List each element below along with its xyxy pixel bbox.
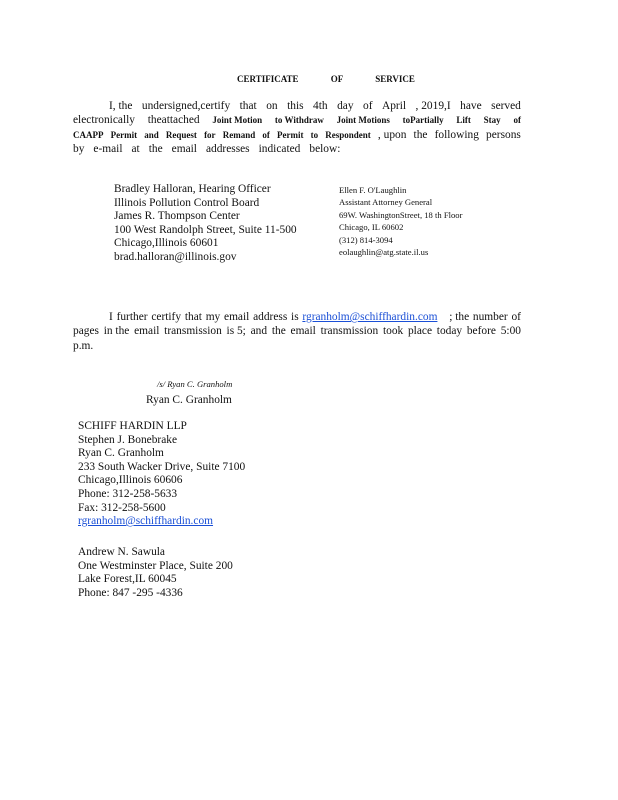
email-link[interactable]: rgranholm@schiffhardin.com [302, 311, 438, 323]
word: the [271, 325, 286, 338]
word: transmission [164, 325, 222, 338]
word: , upon [377, 128, 407, 141]
word: 4th [313, 100, 328, 112]
word: have [460, 100, 482, 112]
recipient-city: Chicago,Illinois 60601 [114, 237, 219, 250]
word: 5:00 [500, 325, 521, 338]
document-name-word: for [204, 129, 216, 140]
signer-name: Ryan C. Granholm [146, 394, 232, 406]
word: day [337, 100, 354, 112]
word: today [436, 325, 463, 338]
word: e-mail [93, 143, 123, 156]
word: number [472, 311, 508, 323]
word: in the [103, 325, 130, 338]
document-name-word: CAAPP [73, 129, 104, 140]
electronic-signature: /s/ Ryan C. Granholm [157, 379, 233, 389]
word: theattached [147, 114, 200, 127]
word: of [511, 311, 521, 323]
firm-signature-block [78, 420, 245, 529]
word: below: [309, 143, 341, 156]
attorney-name: Andrew N. Sawula [78, 546, 165, 558]
word: took [382, 325, 404, 338]
recipient-city: Chicago, IL 60602 [339, 222, 404, 233]
firm-address-line: 233 South Wacker Drive, Suite 7100 [78, 460, 246, 473]
paragraph-line [73, 310, 521, 324]
word: April [382, 100, 407, 112]
document-name-word: Request [165, 129, 197, 140]
counsel-city: Lake Forest,IL 60045 [78, 573, 177, 586]
document-title: CERTIFICATE OF SERVICE [237, 74, 415, 84]
word: that [184, 311, 202, 323]
word: the [413, 128, 428, 141]
word: by [73, 143, 85, 156]
word: and [250, 325, 268, 338]
word: pages [73, 325, 99, 338]
paragraph-line [73, 142, 521, 156]
recipient-org: Illinois Pollution Control Board [114, 196, 260, 209]
attorney-name: Stephen J. Bonebrake [78, 433, 178, 446]
word: ; the [449, 311, 470, 323]
paragraph-line [73, 128, 521, 142]
document-name-word: and [144, 129, 159, 140]
firm-email-link[interactable]: rgranholm@schiffhardin.com [78, 515, 214, 528]
recipient-address-line: James R. Thompson Center [114, 210, 240, 223]
word: at [131, 143, 140, 156]
word: certify [151, 311, 182, 323]
document-name-word: Joint Motions [336, 115, 390, 126]
document-name-word: of [262, 129, 270, 140]
word: undersigned,certify [141, 100, 231, 112]
recipient-hearing-officer [114, 183, 297, 265]
recipient-address-line: 69W. WashingtonStreet, 18 th Floor [339, 209, 463, 220]
firm-name: SCHIFF HARDIN LLP [78, 420, 187, 432]
email-certification-paragraph [73, 310, 521, 353]
word: following [434, 128, 479, 141]
recipient-assistant-attorney-general [339, 184, 462, 258]
paragraph-line [73, 99, 521, 113]
document-name-word: Joint Motion [212, 115, 263, 126]
counsel-phone: Phone: 847 -295 -4336 [78, 586, 183, 599]
word: email [171, 143, 197, 156]
word: place [407, 325, 433, 338]
recipient-address-line: 100 West Randolph Street, Suite 11-500 [114, 223, 297, 236]
recipient-name: Bradley Halloran, Hearing Officer [114, 183, 271, 195]
recipient-name: Ellen F. O'Laughlin [339, 185, 407, 195]
document-name-word: Remand [222, 129, 256, 140]
word: this [287, 100, 304, 112]
word: the [148, 143, 163, 156]
word: transmission [320, 325, 379, 338]
word: of [363, 100, 373, 112]
word: , 2019,I [415, 100, 451, 112]
word: is 5; [226, 325, 246, 338]
paragraph-line [73, 113, 521, 127]
attorney-name: Ryan C. Granholm [78, 447, 164, 460]
counsel-address-line: One Westminster Place, Suite 200 [78, 559, 233, 572]
word: electronically [73, 114, 135, 127]
second-counsel-block [78, 546, 233, 600]
word: I [109, 311, 113, 323]
paragraph-line [73, 324, 521, 338]
word: address [253, 311, 288, 323]
word: indicated [258, 143, 301, 156]
document-name-word: Permit [277, 129, 304, 140]
document-name-word: of [513, 115, 521, 126]
word: email [290, 325, 316, 338]
document-name-word: to Withdraw [274, 115, 324, 126]
word: is [291, 311, 299, 323]
word: addresses [205, 143, 250, 156]
service-paragraph [73, 99, 521, 157]
word: on [266, 100, 278, 112]
paragraph-line: p.m. [73, 339, 94, 352]
firm-fax: Fax: 312-258-5600 [78, 501, 166, 514]
recipient-phone: (312) 814-3094 [339, 234, 393, 245]
document-name-word: Lift [456, 115, 471, 126]
word: email [224, 311, 250, 323]
firm-city: Chicago,Illinois 60606 [78, 474, 183, 487]
document-name-word: to [310, 129, 319, 140]
word: email [134, 325, 160, 338]
word: I, the [109, 100, 133, 112]
recipient-title: Assistant Attorney General [339, 197, 433, 208]
word: further [116, 311, 148, 323]
word: persons [486, 128, 521, 141]
word: that [239, 100, 257, 112]
recipient-email: eolaughlin@atg.state.il.us [339, 247, 429, 258]
word: before [466, 325, 496, 338]
recipient-email: brad.halloran@illinois.gov [114, 250, 237, 263]
firm-phone: Phone: 312-258-5633 [78, 487, 178, 500]
document-name-word: toPartially [402, 115, 444, 126]
document-name-word: Permit [110, 129, 138, 140]
word: my [205, 311, 221, 323]
document-name-word: Stay [483, 115, 501, 126]
word: served [491, 100, 521, 112]
document-name-word: Respondent [325, 129, 371, 140]
